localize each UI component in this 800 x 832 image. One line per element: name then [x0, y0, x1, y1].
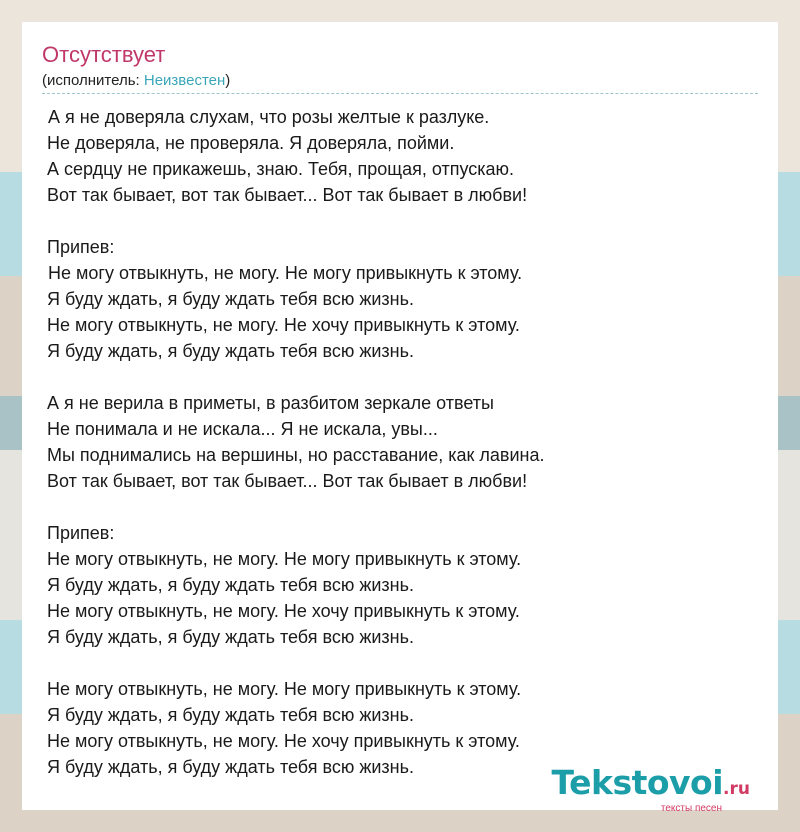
- lyrics-line: Мы поднимались на вершины, но расставание, как лавина.: [42, 445, 545, 465]
- song-title: Отсутствует: [42, 42, 166, 67]
- lyrics-line: Я буду ждать, я буду ждать тебя всю жизнь.: [42, 341, 414, 361]
- logo-tld: .ru: [723, 779, 750, 799]
- lyrics-line: Не могу отвыкнуть, не могу. Не могу привыкнуть к этому.: [48, 263, 523, 283]
- lyrics-line: А сердцу не прикажешь, знаю. Тебя, прощая, отпускаю.: [42, 159, 515, 179]
- performer-suffix: ): [225, 72, 231, 89]
- lyrics-line: Я буду ждать, я буду ждать тебя всю жизнь.: [42, 705, 414, 725]
- lyrics-body: [22, 22, 778, 810]
- lyrics-line: Вот так бывает, вот так бывает... Вот так бывает в любви!: [42, 185, 528, 205]
- lyrics-line: Я буду ждать, я буду ждать тебя всю жизнь.: [42, 289, 414, 309]
- lyrics-line: Не могу отвыкнуть, не могу. Не хочу привыкнуть к этому.: [42, 315, 520, 335]
- logo-wordmark: [551, 763, 751, 806]
- lyrics-line: Припев:: [42, 237, 115, 257]
- lyrics-card: [22, 22, 778, 814]
- lyrics-line: Я буду ждать, я буду ждать тебя всю жизнь.: [42, 575, 414, 595]
- performer-prefix: (исполнитель:: [42, 72, 144, 89]
- site-logo[interactable]: [551, 763, 751, 814]
- lyrics-line: Не могу отвыкнуть, не могу. Не хочу привыкнуть к этому.: [42, 601, 520, 621]
- lyrics-line: Я буду ждать, я буду ждать тебя всю жизнь.: [42, 627, 414, 647]
- lyrics-line: Припев:: [42, 523, 115, 543]
- lyrics-line: Не могу отвыкнуть, не могу. Не могу привыкнуть к этому.: [42, 549, 522, 569]
- lyrics-line: А я не верила в приметы, в разбитом зеркале ответы: [42, 393, 494, 413]
- performer-link[interactable]: Неизвестен: [143, 72, 226, 89]
- lyrics-line: А я не доверяла слухам, что розы желтые к разлуке.: [48, 107, 490, 127]
- logo-name: Tekstovoi: [551, 763, 724, 802]
- lyrics-line: Не понимала и не искала... Я не искала, увы...: [42, 419, 438, 439]
- logo-tagline: тексты песен: [660, 803, 722, 814]
- lyrics-line: Не доверяла, не проверяла. Я доверяла, пойми.: [42, 133, 455, 153]
- lyrics-line: Я буду ждать, я буду ждать тебя всю жизнь.: [42, 757, 414, 777]
- lyrics-line: Не могу отвыкнуть, не могу. Не хочу привыкнуть к этому.: [42, 731, 520, 751]
- lyrics-line: Вот так бывает, вот так бывает... Вот так бывает в любви!: [42, 471, 528, 491]
- lyrics-line: Не могу отвыкнуть, не могу. Не могу привыкнуть к этому.: [42, 679, 522, 699]
